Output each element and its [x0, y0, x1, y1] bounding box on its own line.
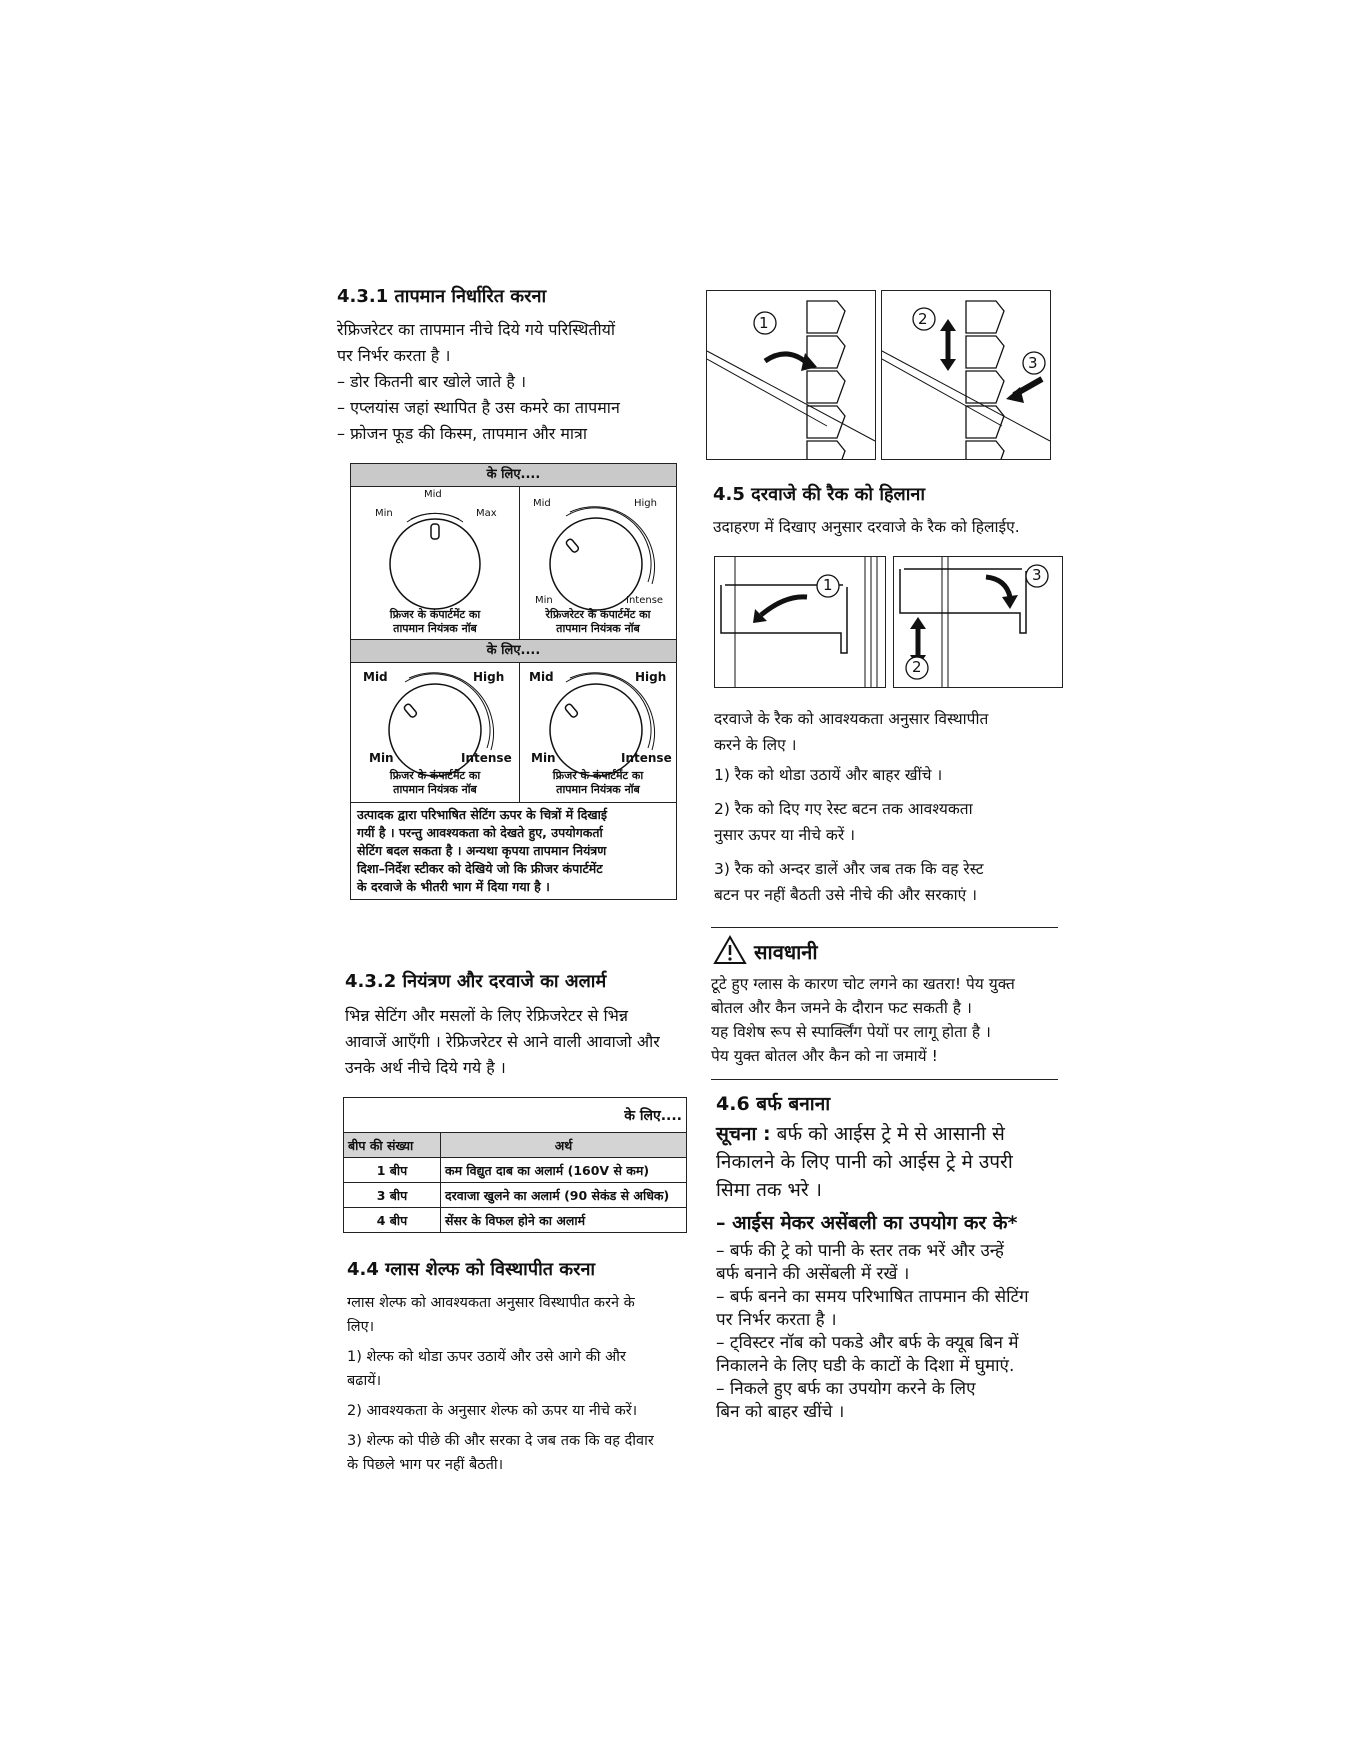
table-row: 1 बीप कम विद्युत दाब का अलार्म (160V से कम)	[344, 1158, 687, 1183]
section-4-6-body: – बर्फ की ट्रे को पानी के स्तर तक भरें और उन्हें बर्फ बनाने की असेंबली में रखें । – बर्फ बनने का समय परिभाषित तापमान की सेटिंग पर निर्भर करता है । – ट्विस्टर नॉब को पकडे और बर्फ के क्यूब बिन में निकालने के लिए घडी के काटों के दिशा में घुमाएं. – निकले हुए बर्फ का उपयोग करने के लिए बिन को बाहर खींचे ।	[716, 1241, 1029, 1422]
rack-figure-1: 1	[714, 556, 886, 688]
dial-header-2: के लिए....	[351, 639, 676, 663]
section-4-3-1-title: 4.3.1 तापमान निर्धारित करना	[337, 286, 547, 307]
table-row: 4 बीप सेंसर के विफल होने का अलार्म	[344, 1208, 687, 1233]
section-4-5-title: 4.5 दरवाजे की रैक को हिलाना	[713, 484, 926, 505]
section-4-6-title: 4.6 बर्फ बनाना	[716, 1093, 831, 1115]
beep-col-meaning: अर्थ	[441, 1133, 687, 1158]
shelf-figure-2: 2 3	[881, 290, 1051, 460]
section-4-3-2-title: 4.3.2 नियंत्रण और दरवाजे का अलार्म	[345, 971, 607, 992]
shelf-figure-1: 1	[706, 290, 876, 460]
temperature-dial-figure: के लिए.... के लिए.... Mid Min Max फ्रिजर के कंपार्टमेंट का तापमान नियंत्रक नॉब Mid High Min Intense रेफ्रिजरेटर के कंपार्टमेंट का तापमान नियंत्रक नॉब Mid High Min Intense फ्रिजर के कंपार्टमेंट का तापमान नियंत्रक नॉब Mid High Min Intense फ्रिजर के कंपार्टमेंट का तापमान नियंत्रक नॉब उत्पादक द्वारा परिभाषित सेटिंग ऊपर के चित्रों में दिखाई गयीं है । परन्तु आवश्यकता को देखते हुए, उपयोगकर्ता सेटिंग बदल सकता है । अन्यथा कृपया तापमान नियंत्रण दिशा–निर्देश स्टीकर को देखिये जो कि फ्रीजर कंपार्टमेंट के दरवाजे के भीतरी भाग में दिया गया है ।	[350, 463, 677, 900]
section-4-5-body: दरवाजे के रैक को आवश्यकता अनुसार विस्थापीत करने के लिए । 1) रैक को थोडा उठायें और बाहर खींचे । 2) रैक को दिए गए रेस्ट बटन तक आवश्यकता नुसार ऊपर या नीचे करें । 3) रैक को अन्दर डालें और जब तक कि वह रेस्ट बटन पर नहीं बैठती उसे नीचे की और सरकाएं ।	[714, 710, 989, 904]
dial-header-1: के लिए....	[351, 464, 676, 487]
section-4-5-intro: उदाहरण में दिखाए अनुसार दरवाजे के रैक को हिलाईए.	[713, 518, 1020, 536]
caution-title: सावधानी	[754, 940, 818, 964]
section-4-3-1-body: रेफ्रिजरेटर का तापमान नीचे दिये गये परिस्थितीयों पर निर्भर करता है । – डोर कितनी बार खोले जाते है । – एप्लयांस जहां स्थापित है उस कमरे का तापमान – फ्रोजन फूड की किस्म, तापमान और मात्रा	[337, 320, 620, 443]
rack-figure-2: 3 2	[893, 556, 1063, 688]
caution-top-rule	[711, 927, 1058, 928]
beep-alarm-table	[343, 1097, 687, 1233]
beep-col-count: बीप की संख्या	[344, 1133, 441, 1158]
section-4-4-body: ग्लास शेल्फ को आवश्यकता अनुसार विस्थापीत करने के लिए। 1) शेल्फ को थोडा ऊपर उठायें और उसे आगे की और बढायें। 2) आवश्यकता के अनुसार शेल्फ को ऊपर या नीचे करें। 3) शेल्फ को पीछे की और सरका दे जब तक कि वह दीवार के पिछले भाग पर नहीं बैठती।	[347, 1295, 654, 1473]
ice-maker-subtitle: – आईस मेकर असेंबली का उपयोग कर के*	[716, 1212, 1018, 1234]
section-4-4-title: 4.4 ग्लास शेल्फ को विस्थापीत करना	[347, 1259, 596, 1280]
notice-label: सूचना :	[716, 1123, 771, 1145]
caution-bottom-rule	[711, 1079, 1058, 1080]
section-4-6-notice: सूचना : बर्फ को आईस ट्रे मे से आसानी से निकालने के लिए पानी को आईस ट्रे मे उपरी सिमा तक भरे ।	[716, 1123, 1013, 1201]
table-row: 3 बीप दरवाजा खुलने का अलार्म (90 सेकंड से अधिक)	[344, 1183, 687, 1208]
warning-icon	[713, 935, 747, 965]
dial-note: उत्पादक द्वारा परिभाषित सेटिंग ऊपर के चित्रों में दिखाई गयीं है । परन्तु आवश्यकता को देखते हुए, उपयोगकर्ता सेटिंग बदल सकता है । अन्यथा कृपया तापमान नियंत्रण दिशा–निर्देश स्टीकर को देखिये जो कि फ्रीजर कंपार्टमेंट के दरवाजे के भीतरी भाग में दिया गया है ।	[357, 807, 607, 894]
caution-body: टूटे हुए ग्लास के कारण चोट लगने का खतरा! पेय युक्त बोतल और कैन जमने के दौरान फट सकती है । यह विशेष रूप से स्पार्क्लिंग पेयों पर लागू होता है । पेय युक्त बोतल और कैन को ना जमायें !	[711, 975, 1015, 1065]
section-4-3-2-body: भिन्न सेटिंग और मसलों के लिए रेफ्रिजरेटर से भिन्न आवाजें आएँगी । रेफ्रिजरेटर से आने वाली आवाजो और उनके अर्थ नीचे दिये गये है ।	[345, 1006, 660, 1077]
beep-table-for: के लिए....	[344, 1098, 687, 1133]
